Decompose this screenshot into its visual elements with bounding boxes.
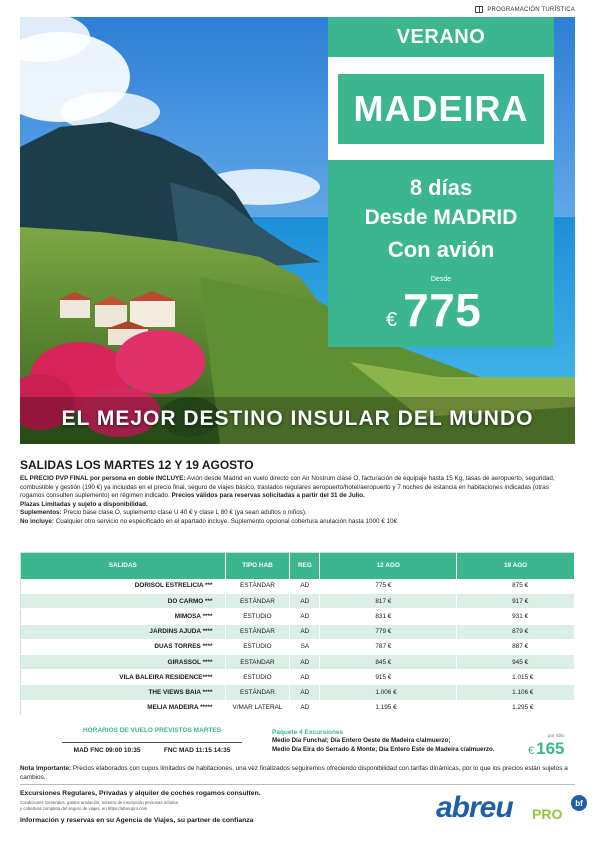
table-row: [21, 685, 575, 700]
price-12-ago: 831 €: [320, 609, 457, 624]
offer-description: [20, 475, 575, 527]
excursion-price-value: 165: [536, 739, 565, 758]
season-label: VERANO: [328, 17, 554, 57]
hotel-name: MIMOSA ****: [21, 609, 226, 624]
offer-panel: [328, 160, 554, 347]
price-table-body: [21, 579, 575, 716]
excludes-text: Cualquier otro servicio no especificado en el apartado incluye. Suplemento opcional cobertura anulación hasta 1000 € 10€: [53, 517, 398, 525]
room-type: ESTÁNDAR: [225, 685, 290, 700]
board-type: AD: [290, 609, 320, 624]
price-currency: €: [386, 309, 398, 331]
includes-text: Avión desde Madrid en vuelo directo con Air Nostrum clase O, facturación de equipaje hasta 15 Kg, tasas de aeropuerto, seguridad, combustible y gestión (190 €) ya incluidas en el precio final, seguro de viajes básico, traslados regulares aeropuerto/hotel/aeropuerto y 7 noches de estancia en habitaciones indicadas (otras rogamos consulten suplemento) en régimen indicado.: [20, 475, 555, 500]
board-type: AD: [290, 654, 320, 669]
hotel-name: THE VIEWS BAIA ****: [21, 685, 226, 700]
price-12-ago: 1.195 €: [320, 700, 457, 715]
price-from-label: Desde: [430, 276, 452, 283]
offer-origin: Desde MADRID: [364, 206, 518, 229]
room-type: ESTUDIO: [225, 639, 290, 654]
room-type: ESTANDAR: [225, 654, 290, 669]
includes-label: EL PRECIO PVP FINAL por persona en doble INCLUYE:: [20, 475, 186, 482]
column-header: 19 AGO: [457, 553, 575, 579]
pro-logo: PRO: [532, 806, 563, 822]
excursion-title: Paquete 4 Excursiones: [272, 729, 344, 736]
excursion-package: [272, 729, 532, 754]
table-row: [21, 639, 575, 654]
excursion-price-from: por sólo: [548, 733, 565, 738]
supplements-label: Suplementos:: [20, 509, 62, 517]
hotel-name: DUAS TORRES ****: [21, 639, 226, 654]
contact-info: Información y reservas en su Agencia de Viajes, su partner de confianza: [20, 817, 254, 824]
departures-title: SALIDAS LOS MARTES 12 Y 19 AGOSTO: [20, 458, 254, 472]
hotel-name: DO CARMO ***: [21, 594, 226, 609]
price-12-ago: 1.006 €: [320, 685, 457, 700]
flight-schedule: [62, 727, 242, 754]
price-12-ago: 915 €: [320, 670, 457, 685]
table-row: [21, 654, 575, 669]
footer-divider: [20, 784, 575, 785]
price-19-ago: 875 €: [457, 579, 575, 594]
column-header: REG: [290, 553, 320, 579]
board-type: AD: [290, 594, 320, 609]
price-19-ago: 887 €: [457, 639, 575, 654]
board-type: AD: [290, 685, 320, 700]
note-text: Precios elaborados con cupos limitados de habitaciones, una vez finalizados seguiremos ofreciendo disponibilidad con tarifas dinámicas, por lo que los precios están sujetos a cambios.: [20, 765, 568, 781]
flight-outbound: MAD FNC 09:00 10:35: [73, 747, 141, 754]
validity-text: Precios válidos para reservas solicitadas a partir del 31 de Julio.: [171, 492, 365, 500]
price-12-ago: 775 €: [320, 579, 457, 594]
conditions-line-1: Condiciones Generales, gastos anulación, número de inscripción personas mínima: [20, 800, 178, 805]
price-19-ago: 945 €: [457, 654, 575, 669]
header-label: PROGRAMACIÓN TURÍSTICA: [487, 6, 575, 13]
header-label-group: [475, 6, 575, 13]
room-type: V/MAR LATERAL: [225, 700, 290, 715]
board-type: AD: [290, 700, 320, 715]
price-12-ago: 787 €: [320, 639, 457, 654]
board-type: AD: [290, 579, 320, 594]
important-note: [20, 764, 575, 782]
hotel-name: DORISOL ESTRELICIA ***: [21, 579, 226, 594]
room-type: ESTÁNDAR: [225, 594, 290, 609]
column-header: SALIDAS: [21, 553, 226, 579]
column-header: TIPO HAB: [225, 553, 290, 579]
table-row: [21, 624, 575, 639]
flight-return: FNC MAD 11:15 14:35: [163, 747, 231, 754]
offer-transport: Con avión: [387, 237, 495, 262]
price-19-ago: 1.106 €: [457, 685, 575, 700]
offer-price: [386, 283, 481, 337]
board-type: AD: [290, 624, 320, 639]
room-type: ESTÁNDAR: [225, 579, 290, 594]
conditions-text: [20, 800, 320, 812]
hotel-name: VILA BALEIRA RESIDENCE****: [21, 670, 226, 685]
excursion-price: [528, 733, 565, 759]
limited-text: Plazas Limitadas y sujeto a disponibilidad.: [20, 500, 148, 508]
book-icon: [475, 6, 483, 13]
excursions-info: Excursiones Regulares, Privadas y alquiler de coches rogamos consulten.: [20, 790, 261, 797]
excursion-currency: €: [528, 745, 535, 757]
excludes-label: No incluye:: [20, 517, 54, 525]
table-header-row: [21, 553, 575, 579]
room-type: ESTUDIO: [225, 670, 290, 685]
conditions-line-2: y cobertura completa del seguro de viajes, en https://abreupro.com: [20, 806, 148, 811]
abreu-logo: abreu: [436, 791, 513, 824]
price-value: 775: [403, 284, 482, 336]
price-12-ago: 845 €: [320, 654, 457, 669]
supplements-text: Precio base clase O, suplemento clase U 40 € y clase L 80 € (ya sean adultos o niños).: [61, 509, 307, 517]
table-row: [21, 700, 575, 715]
hotel-name: GIRASSOL ****: [21, 654, 226, 669]
bf-logo: bf: [571, 795, 587, 811]
price-table: [20, 552, 575, 716]
price-12-ago: 817 €: [320, 594, 457, 609]
destination-panel: [328, 57, 554, 160]
board-type: AD: [290, 670, 320, 685]
board-type: SA: [290, 639, 320, 654]
table-row: [21, 579, 575, 594]
note-label: Nota Importante:: [20, 765, 72, 772]
hotel-name: MELIA MADEIRA *****: [21, 700, 226, 715]
column-header: 12 AGO: [320, 553, 457, 579]
price-19-ago: 1.015 €: [457, 670, 575, 685]
price-19-ago: 879 €: [457, 624, 575, 639]
hotel-name: JARDINS AJUDA ****: [21, 624, 226, 639]
room-type: ESTÁNDAR: [225, 624, 290, 639]
offer-duration: 8 días: [409, 175, 473, 200]
excursion-line-1: Medio Día Funchal; Día Entero Oeste de Madeira c/almuerzo;: [272, 737, 451, 744]
price-19-ago: 1.295 €: [457, 700, 575, 715]
table-row: [21, 609, 575, 624]
flight-schedule-title: HORARIOS DE VUELO PREVISTOS MARTES: [82, 727, 222, 734]
destination-title: MADEIRA: [338, 74, 544, 144]
price-19-ago: 917 €: [457, 594, 575, 609]
price-19-ago: 931 €: [457, 609, 575, 624]
table-row: [21, 670, 575, 685]
slogan: EL MEJOR DESTINO INSULAR DEL MUNDO: [61, 407, 534, 430]
room-type: ESTUDIO: [225, 609, 290, 624]
table-row: [21, 594, 575, 609]
excursion-line-2: Medio Día Eira do Serrado & Monte; Día Entero Este de Madeira c/almuerzo.: [272, 746, 495, 753]
price-12-ago: 779 €: [320, 624, 457, 639]
flight-divider: [62, 742, 242, 743]
